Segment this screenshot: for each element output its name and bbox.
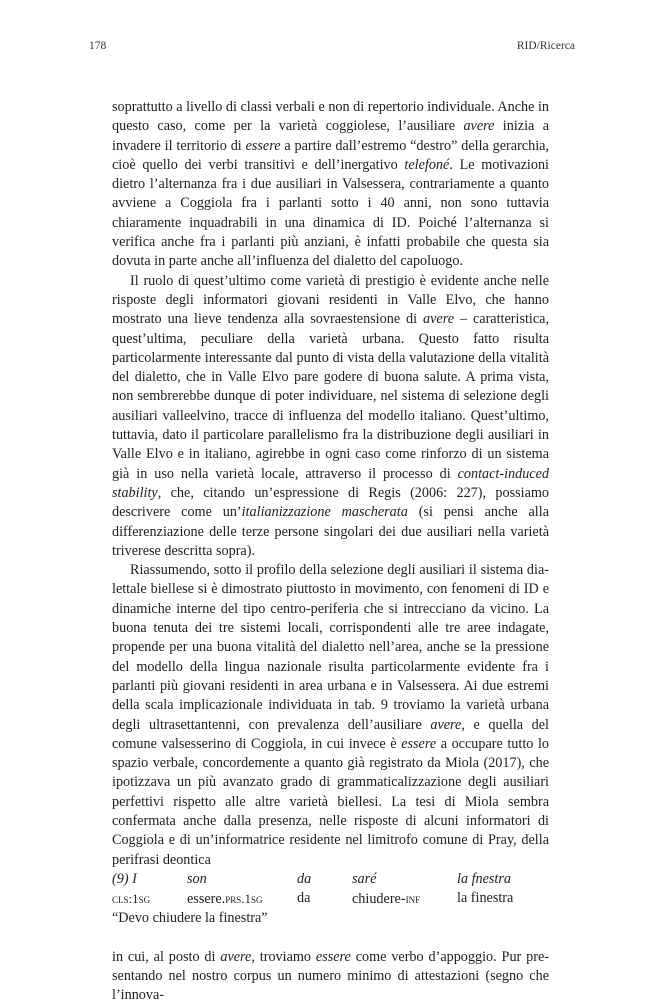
italic-text: essere — [245, 137, 281, 154]
text-run: , e quella del comune valsesserino di Coggiola, in cui invece è — [112, 716, 549, 752]
gloss-cell — [457, 889, 547, 909]
text-run: come verbo d’appoggio. Pur presentando nel nostro corpus un numero minimo di attestazioni (segno che l’innova- — [112, 948, 549, 1004]
gloss-cell — [112, 889, 187, 909]
italic-text: italianizzazione mascherata — [241, 504, 408, 521]
text-run: (si pensi anche alla differenziazione delle terze persone singolari dei due ausiliari nella varietà triverese descritta sopra). — [112, 504, 549, 559]
gloss-cell — [187, 889, 297, 909]
paragraph — [112, 98, 549, 272]
gloss-cell — [297, 889, 352, 909]
example-word: da — [297, 870, 312, 887]
gloss-cell — [352, 889, 457, 909]
body-text — [112, 98, 549, 1006]
italic-text: avere — [220, 948, 252, 965]
example-gloss-line — [112, 889, 549, 909]
text-run: – caratteristica, quest’ultima, peculiare della varietà urbana. Questo fatto risulta particolarmente interessante dal punto di vista della valutazione della vitalità del dialetto, che in Valle Elvo pare godere di buona salute. A prima vista, non sembrerebbe dunque di poter individuare, nel sistema di selezione degli ausiliari valleelvino, tracce di influenza del modello italiano. Quest’ultimo, tuttavia, dato il particolare parallelismo fra la distribuzione degli ausiliari in Valle Elvo e in italiano, agirebbe in ogni caso come rinforzo di un sistema già in uso nella varietà locale, attraverso il processo di — [112, 311, 549, 482]
gloss-text: essere. — [187, 891, 226, 908]
italic-text: avere — [430, 716, 462, 733]
text-run: Il ruolo di quest’ultimo come varietà di prestigio è evidente anche nelle risposte degli informatori giovani residenti in Valle Elvo, che hanno mostrato una lieve tendenza alla sovraestensione di — [112, 272, 549, 328]
final-paragraph — [112, 948, 549, 1006]
gloss-text: la finestra — [457, 890, 514, 907]
gloss-abbreviation: prs.1sg — [225, 891, 263, 907]
italic-text: telefoné — [404, 156, 450, 173]
paragraphs — [112, 98, 549, 870]
example-word: saré — [352, 870, 377, 887]
text-run: soprattutto a livello di classi verbali e non di repertorio individuale. Anche in questo caso, come per la varietà coggiolese, l’ausiliare — [112, 99, 549, 135]
text-run: in cui, al posto di — [112, 948, 221, 965]
italic-text: essere — [315, 948, 351, 965]
example-9 — [112, 870, 549, 929]
text-run: . Le motivazioni dietro l’alternanza fra i due ausiliari in Valsessera, contrariamente a quanto avviene a Coggiola fra i parlanti sotto i 40 anni, non sono tuttavia chiaramente inquadrabili in una dinamica di ID. Poiché l’alternanza si verifica anche fra i parlanti più anziani, è infatti probabile che questa sia dovuta in parte anche all’influenza del dialetto del capoluogo. — [112, 156, 549, 270]
italic-text: avere — [463, 118, 495, 135]
example-word: la fnestra — [457, 870, 511, 887]
example-word: (9) I — [112, 870, 137, 887]
text-run: , che, citando un’espressione di Regis (2006: 227), possiamo descrivere come un’ — [112, 484, 549, 521]
running-title: RID/Ricerca — [516, 40, 575, 52]
paragraph — [112, 561, 549, 870]
example-source-line — [112, 870, 549, 889]
page-number: 178 — [89, 40, 107, 52]
italic-text: contact-induced stability — [112, 465, 549, 501]
gloss-text: chiudere- — [352, 891, 406, 908]
gloss-abbreviation: inf — [405, 891, 421, 907]
italic-text: avere — [423, 311, 455, 328]
italic-text: essere — [401, 735, 437, 752]
text-run: inizia a invadere il territorio di — [112, 118, 549, 154]
text-run: a occupare tutto lo spazio verbale, concordemente a quanto già registrato da Miola (2017), che ipotizzava un più avanzato grado di grammaticalizzazione degli ausiliari perfettivi rispetto alle altre varietà biellesi. La tesi di Miola sembra confermata anche dalla presenza, nelle risposte di alcuni informatori di Coggiola e di un’informatrice residente nel limitrofo comune di Pray, della perifrasi deontica — [112, 735, 549, 868]
gloss-text: da — [297, 890, 311, 907]
text-run: , troviamo — [251, 948, 316, 965]
text-run: Riassumendo, sotto il profilo della selezione degli ausiliari il sistema dialettale biellese si è dimostrato piuttosto in movimento, con fenomeni di ID e dinamiche interne del tipo centro-periferia che si intrecciano da vicino. La buona tenuta dei tre sistemi locali, corrispondenti alle tre aree indagate, propende per una buona vitalità del dialetto nell’area, anche se la pressione del modello della lingua nazionale risulta particolarmente evidente fra i parlanti più giovani residenti in area urbana e in Valsessera. Ai due estremi della scala implicazionale individuata in tab. 9 troviamo la varietà urbana degli ultrasettantenni, con prevalenza dell’ausiliare — [112, 562, 549, 733]
text-run: a partire dall’estremo “destro” della gerarchia, cioè quello dei verbi transitivi e dell’inergativo — [112, 137, 549, 173]
gloss-abbreviation: cls:1sg — [112, 891, 151, 907]
example-word: son — [187, 870, 207, 887]
example-translation: “Devo chiudere la finestra” — [112, 910, 268, 927]
paragraph — [112, 272, 549, 561]
